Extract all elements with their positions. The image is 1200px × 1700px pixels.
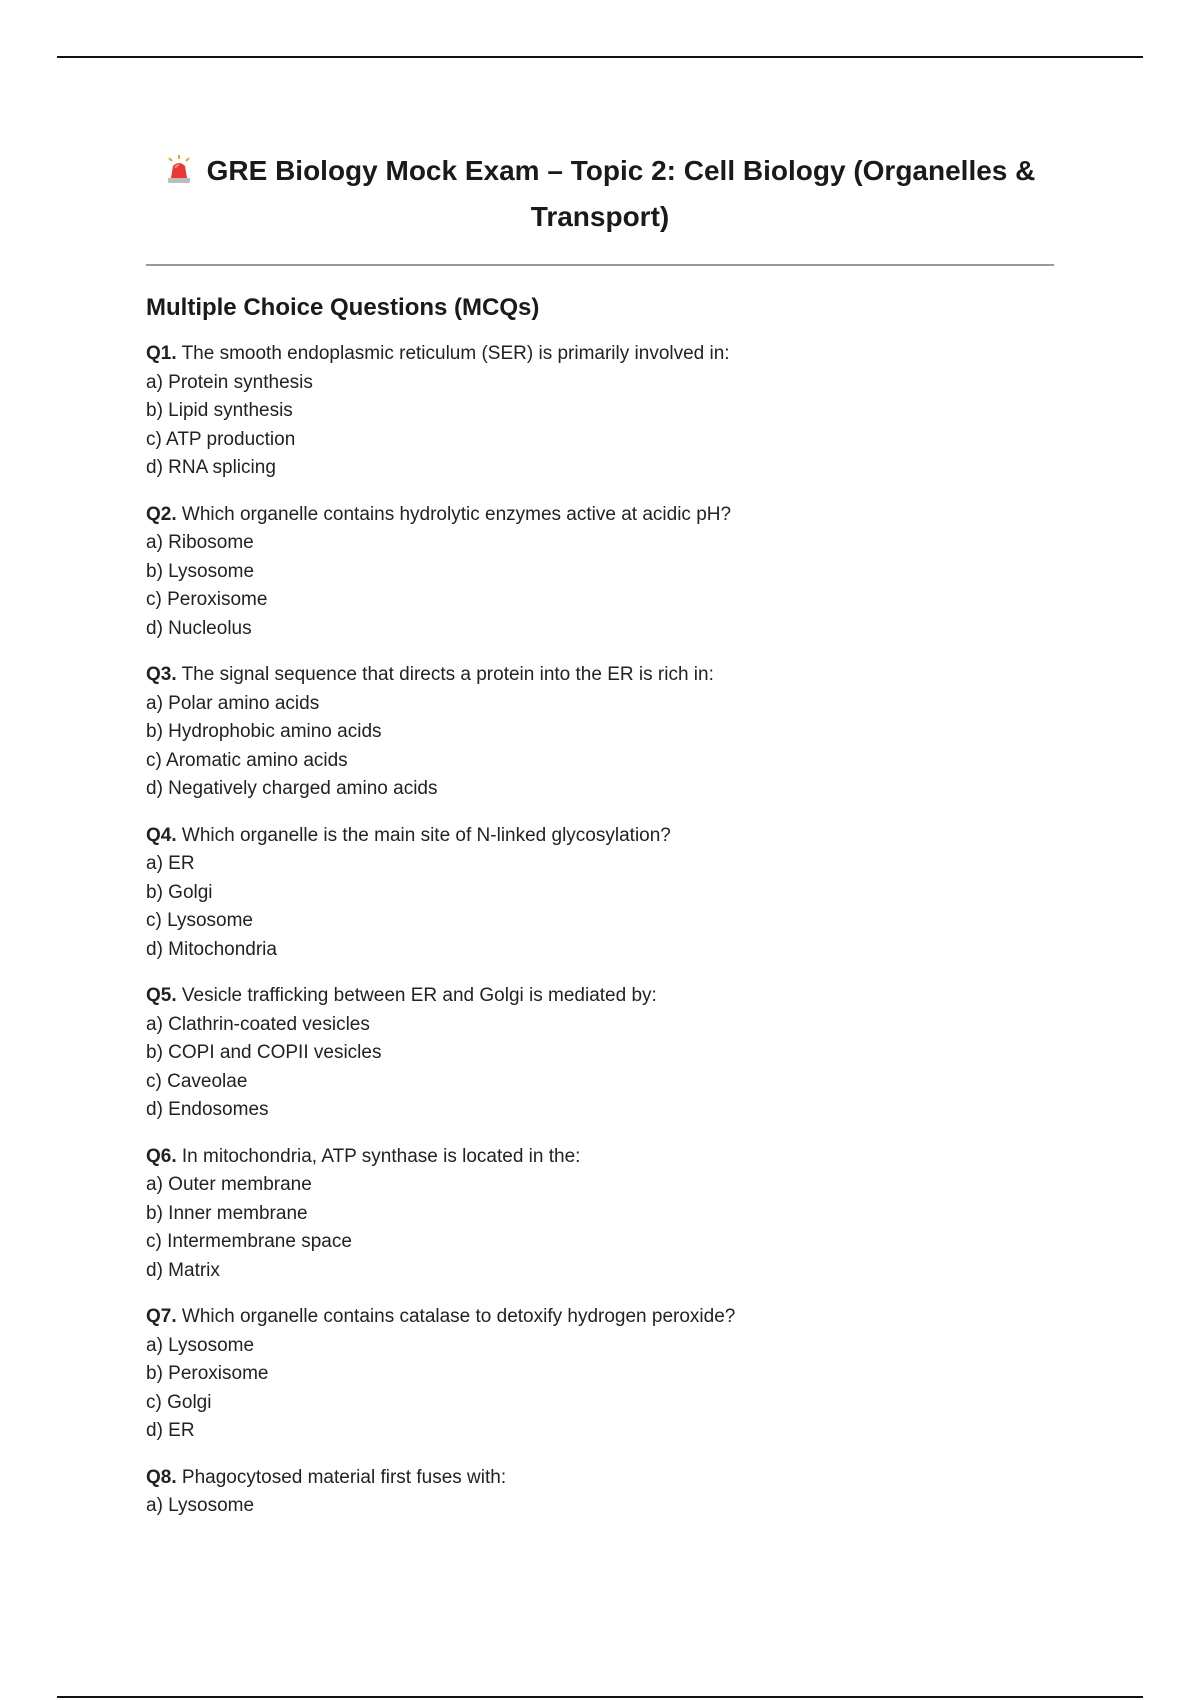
question-stem: Vesicle trafficking between ER and Golgi is mediated by: [181,985,657,1006]
answer-option: b) Hydrophobic amino acids [146,721,382,742]
question-label: Q6. [146,1145,177,1167]
question-text-line [146,982,1054,1011]
answer-option: d) Matrix [146,1259,220,1281]
answer-option: b) Golgi [146,881,213,903]
question-2 [146,501,1054,644]
question-label: Q5. [146,985,177,1006]
question-stem: Which organelle contains hydrolytic enzymes active at acidic pH? [181,503,732,525]
answer-option: a) Clathrin-coated vesicles [146,1013,370,1035]
answer-option: c) Peroxisome [146,589,268,610]
answer-option: d) Endosomes [146,1099,269,1120]
answer-option: d) Nucleolus [146,617,252,639]
answer-option: c) Aromatic amino acids [146,749,348,771]
question-stem: Phagocytosed material first fuses with: [181,1466,507,1488]
answer-option: a) ER [146,853,195,874]
question-text-line [146,1303,1054,1332]
question-text-line [146,822,1054,851]
question-text-line [146,501,1054,530]
section-divider [146,264,1054,266]
answer-option: c) Golgi [146,1391,212,1413]
answer-option: a) Polar amino acids [146,692,320,714]
answer-option: b) Inner membrane [146,1202,308,1224]
question-8 [146,1464,1054,1521]
answer-option: d) Negatively charged amino acids [146,778,438,799]
answer-option: b) Lipid synthesis [146,400,293,421]
answer-option: a) Protein synthesis [146,371,313,393]
answer-option: c) Lysosome [146,910,253,931]
answer-option: c) Caveolae [146,1070,248,1092]
question-6 [146,1143,1054,1286]
siren-icon [165,154,193,196]
answer-option: a) Outer membrane [146,1174,312,1195]
question-1 [146,340,1054,483]
question-4 [146,822,1054,965]
question-stem: Which organelle contains catalase to detoxify hydrogen peroxide? [181,1306,736,1327]
page-top-rule [57,56,1143,58]
answer-option: a) Lysosome [146,1495,255,1516]
question-5 [146,982,1054,1125]
question-label: Q8. [146,1466,177,1488]
page-title [146,150,1054,238]
answer-option: a) Lysosome [146,1334,255,1356]
question-text-line [146,340,1054,369]
answer-option: d) ER [146,1420,195,1441]
page-bottom-rule [57,1696,1143,1698]
question-text-line [146,1464,1054,1493]
question-label: Q1. [146,343,177,364]
question-3 [146,661,1054,804]
question-label: Q3. [146,664,177,685]
answer-option: b) COPI and COPII vesicles [146,1042,382,1063]
page-title-text: GRE Biology Mock Exam – Topic 2: Cell Biology (Organelles & Transport) [206,155,1036,232]
answer-option: a) Ribosome [146,532,254,553]
question-stem: In mitochondria, ATP synthase is located in the: [181,1145,581,1167]
question-text-line [146,1143,1054,1172]
question-label: Q2. [146,503,177,525]
question-stem: The signal sequence that directs a protein into the ER is rich in: [181,664,714,685]
answer-option: c) Intermembrane space [146,1231,352,1252]
question-label: Q7. [146,1306,177,1327]
answer-option: c) ATP production [146,428,296,450]
section-heading: Multiple Choice Questions (MCQs) [146,294,540,321]
question-7 [146,1303,1054,1446]
answer-option: b) Lysosome [146,560,255,582]
question-list [146,340,1054,1521]
answer-option: b) Peroxisome [146,1363,269,1384]
answer-option: d) RNA splicing [146,457,276,478]
question-text-line [146,661,1054,690]
document-body [146,150,1054,1521]
question-stem: Which organelle is the main site of N-linked glycosylation? [181,824,671,846]
question-label: Q4. [146,824,177,846]
answer-option: d) Mitochondria [146,938,277,960]
question-stem: The smooth endoplasmic reticulum (SER) is primarily involved in: [181,343,730,364]
